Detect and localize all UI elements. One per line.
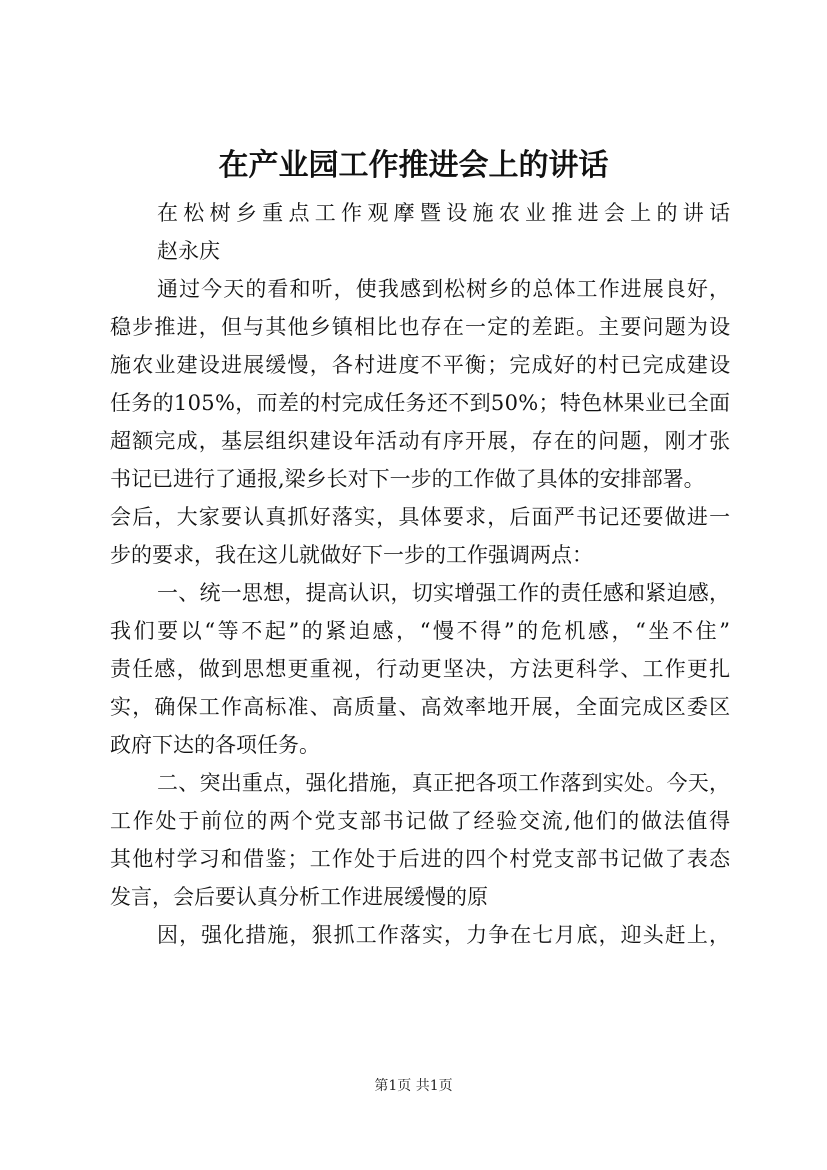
text-line: 在松树乡重点工作观摩暨设施农业推进会上的讲话	[157, 201, 736, 225]
text-line: 责任感，做到思想更重视，行动更坚决，方法更科学、工作更扎	[110, 657, 732, 681]
text-line: 实，确保工作高标准、高质量、高效率地开展，全面完成区委区	[110, 695, 732, 719]
text-line: 因，强化措施，狠抓工作落实，力争在七月底，迎头赶上，	[157, 923, 732, 947]
text-line: 超额完成，基层组织建设年活动有序开展，存在的问题，刚才张	[110, 429, 732, 453]
text-line: 任务的105%，而差的村完成任务还不到50%；特色林果业已全面	[110, 391, 731, 415]
text-line: 稳步推进，但与其他乡镇相比也存在一定的差距。主要问题为设	[110, 315, 732, 339]
text-line: 二、突出重点，强化措施，真正把各项工作落到实处。今天，	[157, 771, 731, 795]
text-line: 会后，大家要认真抓好落实，具体要求，后面严书记还要做进一	[110, 505, 732, 529]
text-line: 发言，会后要认真分析工作进展缓慢的原	[110, 885, 488, 909]
page-footer: 第1页 共1页	[374, 1078, 453, 1094]
text-line: 工作处于前位的两个党支部书记做了经验交流,他们的做法值得	[110, 809, 732, 833]
text-line: 赵永庆	[157, 239, 220, 263]
text-line: 我们要以“等不起”的紧迫感，“慢不得”的危机感，“坐不住”	[110, 619, 733, 643]
text-line: 施农业建设进展缓慢，各村进度不平衡；完成好的村已完成建设	[110, 353, 732, 377]
document-body	[110, 194, 736, 954]
text-line: 书记已进行了通报,梁乡长对下一步的工作做了具体的安排部署。	[110, 467, 705, 491]
text-line: 其他村学习和借鉴；工作处于后进的四个村党支部书记做了表态	[110, 847, 732, 871]
text-line: 步的要求，我在这儿就做好下一步的工作强调两点：	[110, 543, 593, 567]
text-line: 政府下达的各项任务。	[110, 733, 320, 757]
document-title: 在产业园工作推进会上的讲话	[218, 148, 609, 183]
text-line: 一、统一思想，提高认识，切实增强工作的责任感和紧迫感，	[157, 581, 731, 605]
text-line: 通过今天的看和听，使我感到松树乡的总体工作进展良好，	[157, 277, 732, 301]
